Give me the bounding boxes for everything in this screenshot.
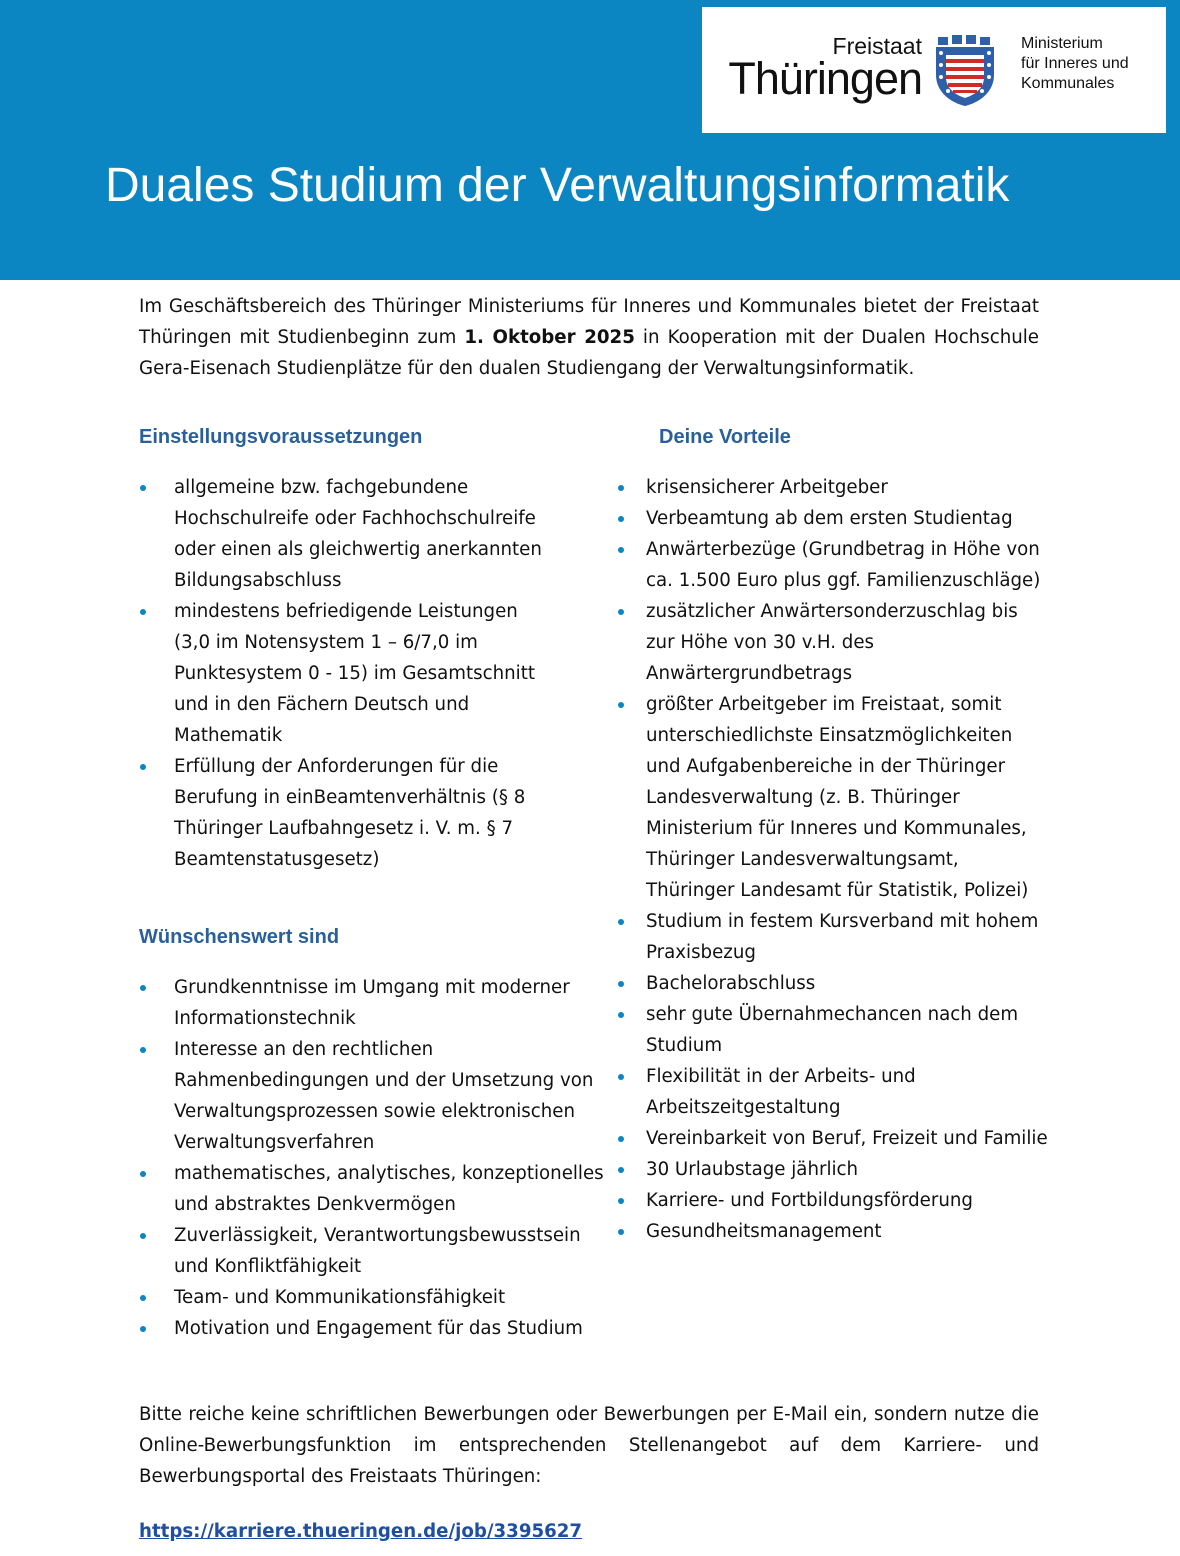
intro-text: Im Geschäftsbereich des Thüringer Ministeriums für Inneres und Kommunales bietet der Freistaat Thüringen mit Studienbeginn zum — [139, 296, 1039, 348]
list-item: Motivation und Engagement für das Studium — [139, 1313, 611, 1344]
list-item: Karriere- und Fortbildungsförderung — [618, 1185, 1048, 1216]
list-item: Flexibilität in der Arbeits- und Arbeitszeitgestaltung — [618, 1061, 1048, 1123]
logo — [702, 7, 1166, 133]
list-item: Zuverlässigkeit, Verantwortungsbewusstsein und Konfliktfähigkeit — [139, 1220, 611, 1282]
logo-ministry-line: für Inneres und — [1021, 55, 1129, 72]
desirable-heading: Wünschenswert sind — [139, 926, 340, 948]
list-item: 30 Urlaubstage jährlich — [618, 1154, 1048, 1185]
list-item: sehr gute Übernahmechancen nach dem Studium — [618, 999, 1048, 1061]
list-item: Erfüllung der Anforderungen für die Berufung in einBeamtenverhältnis (§ 8 Thüringer Laufbahngesetz i. V. m. § 7 Beamtenstatusgesetz) — [139, 751, 559, 875]
list-item: Anwärterbezüge (Grundbetrag in Höhe von ca. 1.500 Euro plus ggf. Familienzuschläge) — [618, 534, 1048, 596]
list-item: krisensicherer Arbeitgeber — [618, 472, 1048, 503]
application-note: Bitte reiche keine schriftlichen Bewerbungen oder Bewerbungen per E-Mail ein, sondern nutze die Online-Bewerbungsfunktion im entsprechenden Stellenangebot auf dem Karriere- und Bewerbungsportal des Freistaats Thüringen: — [139, 1404, 1039, 1487]
benefits-heading: Deine Vorteile — [659, 426, 791, 448]
requirements-heading: Einstellungsvoraussetzungen — [139, 426, 423, 448]
list-item: Gesundheitsmanagement — [618, 1216, 1048, 1247]
intro-start-date: 1. Oktober 2025 — [464, 327, 635, 348]
list-item: Vereinbarkeit von Beruf, Freizeit und Familie — [618, 1123, 1048, 1154]
intro-paragraph — [139, 291, 1039, 384]
list-item: Interesse an den rechtlichen Rahmenbedingungen und der Umsetzung von Verwaltungsprozessen sowie elektronischen Verwaltungsverfahren — [139, 1034, 611, 1158]
list-item: Bachelorabschluss — [618, 968, 1048, 999]
list-item: mathematisches, analytisches, konzeptionelles und abstraktes Denkvermögen — [139, 1158, 611, 1220]
list-item: Verbeamtung ab dem ersten Studientag — [618, 503, 1048, 534]
logo-ministry-name — [1021, 34, 1161, 94]
list-item: mindestens befriedigende Leistungen (3,0 im Notensystem 1 – 6/7,0 im Punktesystem 0 - 15) im Gesamtschnitt und in den Fächern Deutsch und Mathematik — [139, 596, 559, 751]
intro-text: in Kooperation mit der Dualen Hochschule Gera-Eisenach Studienplätze für den dualen Studiengang der Verwaltungsinformatik. — [139, 327, 1039, 379]
list-item: Team- und Kommunikationsfähigkeit — [139, 1282, 611, 1313]
list-item: Studium in festem Kursverband mit hohem Praxisbezug — [618, 906, 1048, 968]
list-item: allgemeine bzw. fachgebundene Hochschulreife oder Fachhochschulreife oder einen als gleichwertig anerkannten Bildungsabschluss — [139, 472, 559, 596]
page-title: Duales Studium der Verwaltungsinformatik — [105, 159, 1010, 212]
logo-ministry-line: Ministerium — [1021, 35, 1103, 52]
logo-freistaat: Freistaat — [832, 33, 922, 59]
desirable-list — [139, 972, 611, 1344]
benefits-list — [618, 472, 1048, 1247]
logo-ministry-line: Kommunales — [1021, 75, 1115, 92]
list-item: zusätzlicher Anwärtersonderzuschlag bis zur Höhe von 30 v.H. des Anwärtergrundbetrags — [618, 596, 1048, 689]
list-item: größter Arbeitgeber im Freistaat, somit unterschiedlichste Einsatzmöglichkeiten und Aufgabenbereiche in der Thüringer Landesverwaltung (z. B. Thüringer Ministerium für Inneres und Kommunales, Thüringer Landesverwaltungsamt, Thüringer Landesamt für Statistik, Polizei) — [618, 689, 1048, 906]
requirements-list — [139, 472, 559, 875]
job-posting-link[interactable]: https://karriere.thueringen.de/job/3395627 — [139, 1521, 583, 1542]
coat-of-arms-icon — [934, 35, 996, 107]
header-banner — [0, 0, 1180, 280]
list-item: Grundkenntnisse im Umgang mit moderner Informationstechnik — [139, 972, 611, 1034]
logo-thueringen: Thüringen — [728, 53, 922, 104]
